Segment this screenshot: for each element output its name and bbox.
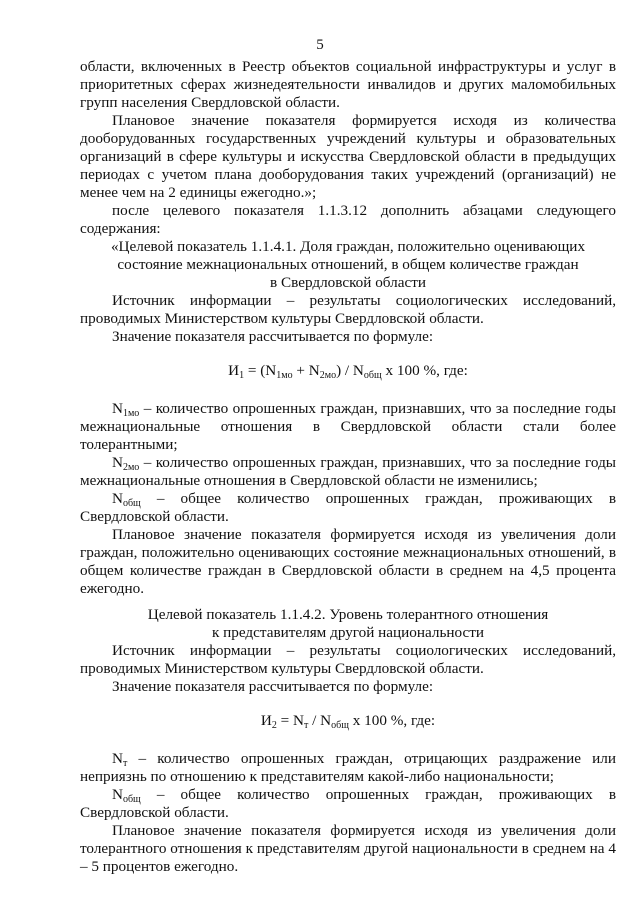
indicator-1-plan: Плановое значение показателя формируется исходя из увеличения доли граждан, положительно оценивающих состояние межнациональных отношений, в общем количестве граждан в Свердловской области в среднем на 4,5 процента ежегодно. [80, 526, 616, 597]
definition-subscript: 2мо [122, 462, 140, 473]
indicator-1-title-line-1: «Целевой показатель 1.1.4.1. Доля граждан, положительно оценивающих [110, 238, 586, 255]
formula-2-part: / N [308, 712, 332, 729]
definition-subscript: общ [122, 794, 141, 805]
indicator-2-formula-intro: Значение показателя рассчитывается по формуле: [112, 678, 434, 695]
indicator-2-formula [80, 712, 616, 730]
paragraph-plan-value: Плановое значение показателя формируется исходя из количества дооборудованных государственных учреждений культуры и образовательных организаций в сфере культуры и искусства Свердловской области в предыдущих периодах с учетом плана дооборудования таких учреждений (организаций) не менее чем на 2 единицы ежегодно.»; [80, 112, 616, 201]
formula-2-subscript: общ [331, 720, 349, 731]
definition-text: – общее количество опрошенных граждан, проживающих в Свердловской области. [80, 786, 616, 821]
indicator-1-formula-intro: Значение показателя рассчитывается по формуле: [112, 328, 434, 345]
formula-2-part: х 100 %, где: [348, 712, 436, 729]
indicator-2-definition-2 [80, 786, 616, 822]
formula-1-subscript: 1 [239, 370, 245, 381]
formula-1-part: х 100 %, где: [381, 362, 468, 379]
indicator-2-title-line-2: к представителям другой национальности [211, 624, 485, 641]
formula-1-symbol: И [228, 362, 240, 379]
definition-text: – количество опрошенных граждан, отрицающих раздражение или неприязнь по отношению к представителям какой-либо национальности; [80, 750, 616, 785]
indicator-1-formula [80, 362, 616, 380]
formula-2-symbol: И [260, 712, 272, 729]
indicator-1-title-line-2: состояние межнациональных отношений, в общем количестве граждан [117, 256, 579, 273]
definition-symbol: N [112, 454, 123, 471]
definition-symbol: N [112, 490, 123, 507]
definition-symbol: N [112, 750, 123, 767]
formula-2-subscript: т [303, 720, 309, 731]
indicator-1-definition-3 [80, 490, 616, 526]
formula-1-subscript: 2мо [319, 370, 337, 381]
indicator-2-title-line-1: Целевой показатель 1.1.4.2. Уровень толерантного отношения [147, 606, 549, 623]
definition-subscript: 1мо [122, 408, 140, 419]
paragraph-continuation: области, включенных в Реестр объектов социальной инфраструктуры и услуг в приоритетных сферах жизнедеятельности инвалидов и других маломобильных групп населения Свердловской области. [80, 58, 616, 111]
formula-1-part: = (N [244, 362, 277, 379]
document-body [80, 58, 616, 876]
formula-2-part: = N [276, 712, 304, 729]
paragraph-amendment: после целевого показателя 1.1.3.12 дополнить абзацами следующего содержания: [80, 202, 616, 237]
indicator-1-title-line-3: в Свердловской области [270, 274, 426, 291]
indicator-1-source: Источник информации – результаты социологических исследований, проводимых Министерством культуры Свердловской области. [80, 292, 616, 327]
formula-1-part: ) / N [336, 362, 364, 379]
formula-1-part: + N [292, 362, 320, 379]
indicator-2-plan: Плановое значение показателя формируется исходя из увеличения доли толерантного отношения к представителям другой национальности в среднем на 4 – 5 процентов ежегодно. [80, 822, 616, 875]
formula-2-subscript: 2 [271, 720, 277, 731]
definition-symbol: N [112, 400, 123, 417]
definition-subscript: т [122, 758, 128, 769]
indicator-1-definition-1 [80, 400, 616, 454]
definition-text: – общее количество опрошенных граждан, проживающих в Свердловской области. [80, 490, 616, 525]
definition-symbol: N [112, 786, 123, 803]
indicator-2-definition-1 [80, 750, 616, 786]
page-number: 5 [316, 37, 324, 53]
indicator-1-definition-2 [80, 454, 616, 490]
indicator-2-source: Источник информации – результаты социологических исследований, проводимых Министерством культуры Свердловской области. [80, 642, 616, 677]
definition-subscript: общ [122, 498, 141, 509]
definition-text: – количество опрошенных граждан, признавших, что за последние годы межнациональные отношения в Свердловской области стали более толерантными; [80, 400, 616, 453]
formula-1-subscript: общ [363, 370, 382, 381]
formula-1-subscript: 1мо [276, 370, 293, 381]
definition-text: – количество опрошенных граждан, признавших, что за последние годы межнациональные отношения в Свердловской области не изменились; [80, 454, 616, 489]
